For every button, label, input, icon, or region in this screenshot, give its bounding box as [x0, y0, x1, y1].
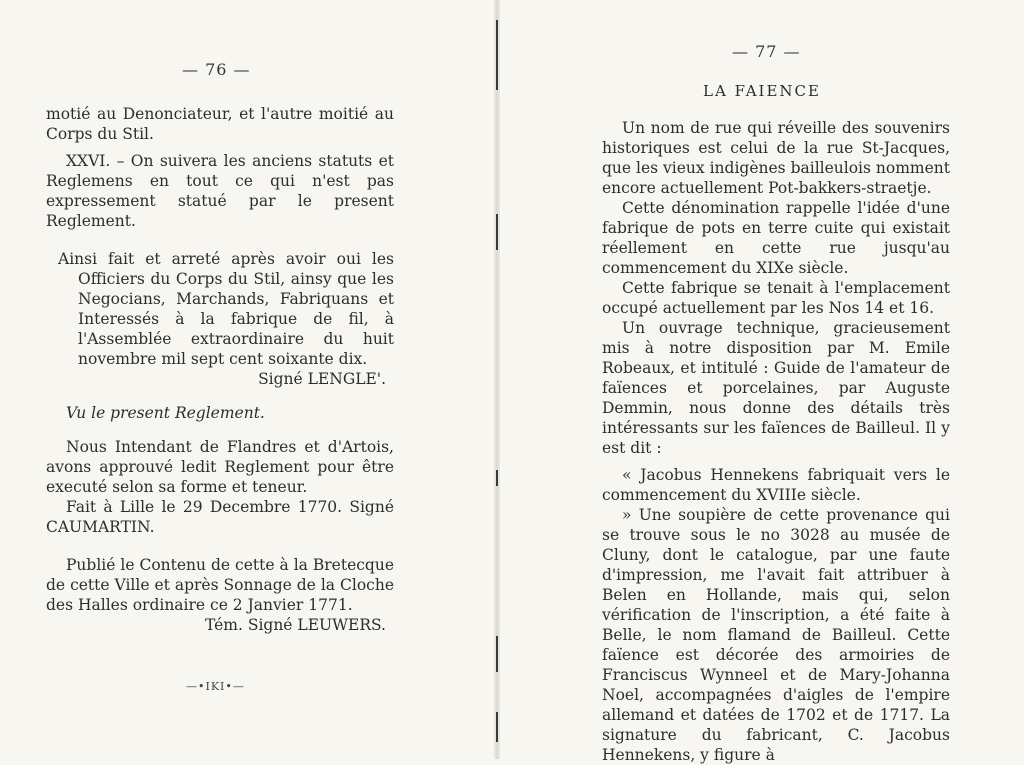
- gutter-mark: [496, 712, 498, 742]
- paragraph: Cette dénomination rappelle l'idée d'une fabrique de pots en terre cuite qui existait réellement en cette rue jusqu'au commencement du XIXe siècle.: [602, 199, 950, 277]
- quote-paragraph: « Jacobus Hennekens fabriquait vers le commencement du XVIIIe siècle.: [602, 466, 950, 504]
- gutter-mark: [496, 636, 498, 672]
- gutter-mark: [496, 214, 498, 250]
- paragraph: Cette fabrique se tenait à l'emplacement occupé actuellement par les Nos 14 et 16.: [602, 279, 950, 317]
- right-page: [500, 0, 1024, 764]
- page-number-76: — 76 —: [182, 60, 251, 79]
- quote-paragraph: » Une soupière de cette provenance qui se trouve sous le no 3028 au musée de Cluny, dont le catalogue, par une faute d'impression, me l'avait fait attribuer à Belen en Hollande, mais qui, selon vérification de l'inscription, a été faite à Belle, le nom flamand de Bailleul. Cette faïence est décorée des armoiries de Franciscus Wynneel et de Mary-Johanna Noel, accompagnées d'aigles de l'empire allemand et datées de 1702 et de 1717. La signature du fabricant, C. Jacobus Hennekens, y figure à: [602, 506, 950, 764]
- gutter-mark: [496, 20, 498, 90]
- paragraph: Un ouvrage technique, gracieusement mis à notre disposition par M. Emile Robeaux, et intitulé : Guide de l'amateur de faïences et porcelaines, par Auguste Demmin, nous donne des détails très intéressants sur les faïences de Bailleul. Il y est dit :: [602, 319, 950, 457]
- paragraph: Publié le Contenu de cette à la Bretecque de cette Ville et après Sonnage de la Cloche des Halles ordinaire ce 2 Janvier 1771.: [46, 556, 394, 614]
- paragraph: Ainsi fait et arreté après avoir oui les Officiers du Corps du Stil, ainsy que les Negocians, Marchands, Fabriquans et Interessés à la fabrique de fil, à l'Assemblée extraordinaire du huit novembre mil sept cent soixante dix.: [58, 250, 394, 368]
- page-number-77: — 77 —: [732, 42, 801, 61]
- gutter-mark: [496, 470, 498, 486]
- left-text-column: [46, 104, 394, 635]
- left-page: [0, 0, 494, 759]
- right-text-column: [602, 118, 950, 765]
- paragraph: motié au Denonciateur, et l'autre moitié au Corps du Stil.: [46, 105, 394, 143]
- paragraph: Un nom de rue qui réveille des souvenirs historiques est celui de la rue St-Jacques, que les vieux indigènes bailleulois nomment encore actuellement Pot-bakkers-straetje.: [602, 119, 950, 197]
- article-xxvi: XXVI. – On suivera les anciens statuts et Reglemens en tout ce qui n'est pas expressement statué par le present Reglement.: [46, 152, 394, 230]
- paragraph: Fait à Lille le 29 Decembre 1770. Signé CAUMARTIN.: [46, 498, 394, 536]
- chapter-heading: LA FAIENCE: [703, 82, 821, 100]
- end-ornament: —•IKI•—: [186, 680, 245, 693]
- vu-line: Vu le present Reglement.: [66, 404, 265, 422]
- paragraph: Nous Intendant de Flandres et d'Artois, avons approuvé ledit Reglement pour être executé selon sa forme et teneur.: [46, 438, 394, 496]
- signature-lengle: Signé LENGLE'.: [258, 370, 386, 388]
- signature-leuwers: Tém. Signé LEUWERS.: [204, 616, 386, 634]
